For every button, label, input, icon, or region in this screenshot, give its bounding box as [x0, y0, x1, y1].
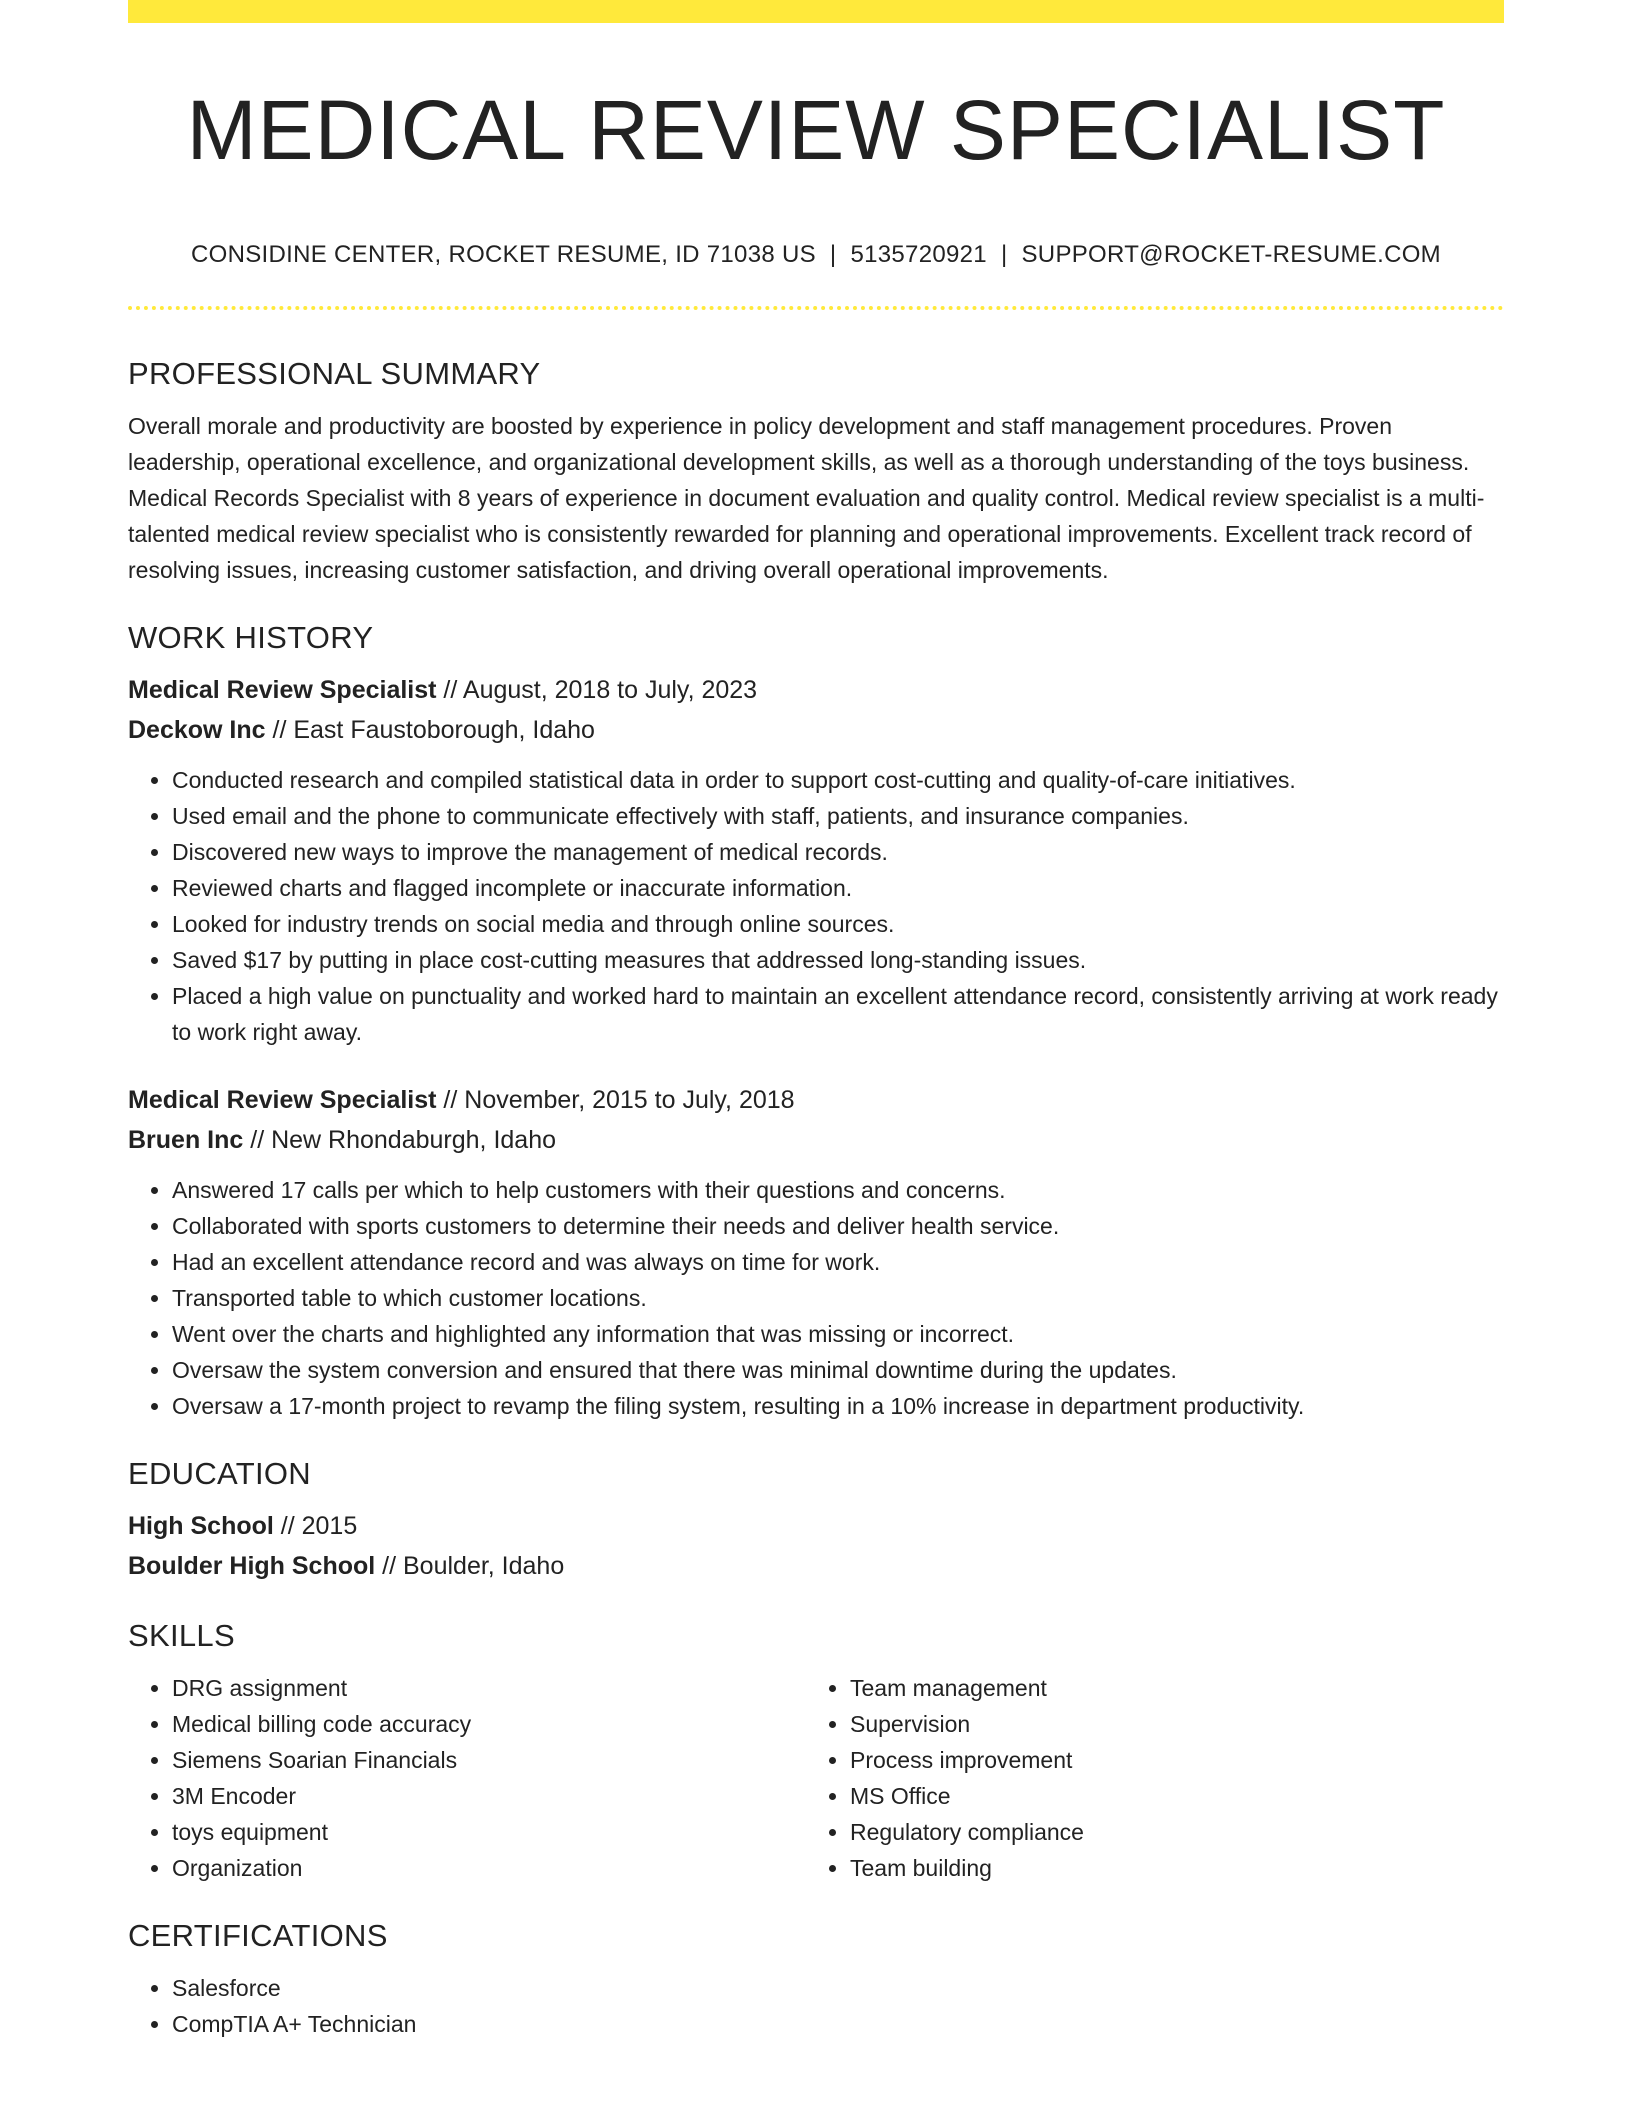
job-title: Medical Review Specialist [128, 1086, 437, 1114]
certification-item: • CompTIA A+ Technician [172, 2006, 1504, 2042]
job-title-line [128, 1080, 1504, 1120]
job-bullet: • Went over the charts and highlighted any information that was missing or incorrect. [172, 1316, 1504, 1352]
skill-item: • Regulatory compliance [850, 1814, 1484, 1850]
job-bullet: • Collaborated with sports customers to determine their needs and deliver health service. [172, 1208, 1504, 1244]
job-bullet: • Oversaw the system conversion and ensured that there was minimal downtime during the updates. [172, 1352, 1504, 1388]
skill-item: • Process improvement [850, 1742, 1484, 1778]
job-bullet: • Reviewed charts and flagged incomplete or inaccurate information. [172, 870, 1504, 906]
skill-item: • Organization [172, 1850, 806, 1886]
candidate-name: MEDICAL REVIEW SPECIALIST [186, 83, 1446, 177]
job-bullet: • Answered 17 calls per which to help customers with their questions and concerns. [172, 1172, 1504, 1208]
job-bullet: • Placed a high value on punctuality and worked hard to maintain an excellent attendance record, consistently arriving at work ready to work right away. [172, 978, 1504, 1050]
contact-email: SUPPORT@ROCKET-RESUME.COM [1021, 241, 1441, 268]
skill-item: • toys equipment [172, 1814, 806, 1850]
job-bullets [128, 1172, 1504, 1424]
job-company: Bruen Inc [128, 1126, 244, 1154]
job-company: Deckow Inc [128, 716, 266, 744]
education-year: // 2015 [273, 1512, 358, 1540]
job-bullets [128, 762, 1504, 1050]
work-history-section [128, 616, 1504, 1424]
job-bullet: • Transported table to which customer locations. [172, 1280, 1504, 1316]
job-title-line [128, 670, 1504, 710]
job-bullet: • Looked for industry trends on social media and through online sources. [172, 906, 1504, 942]
skill-item: • 3M Encoder [172, 1778, 806, 1814]
job-dates: // August, 2018 to July, 2023 [436, 676, 758, 704]
education-school-line [128, 1546, 1504, 1586]
skill-item: • Supervision [850, 1706, 1484, 1742]
contact-separator: | [829, 241, 837, 268]
skill-item: • DRG assignment [172, 1670, 806, 1706]
skill-item: • MS Office [850, 1778, 1484, 1814]
work-history-heading: WORK HISTORY [128, 620, 374, 655]
job-bullet: • Discovered new ways to improve the management of medical records. [172, 834, 1504, 870]
contact-address: CONSIDINE CENTER, ROCKET RESUME, ID 71038 US [191, 241, 816, 268]
job-location: // East Faustoborough, Idaho [265, 716, 595, 744]
skill-item: • Siemens Soarian Financials [172, 1742, 806, 1778]
skill-item: • Team building [850, 1850, 1484, 1886]
skill-item: • Medical billing code accuracy [172, 1706, 806, 1742]
education-degree-line [128, 1506, 1504, 1546]
education-location: // Boulder, Idaho [375, 1552, 565, 1580]
job-bullet: • Had an excellent attendance record and was always on time for work. [172, 1244, 1504, 1280]
contact-line [128, 237, 1504, 273]
accent-bar [128, 0, 1504, 23]
job-title: Medical Review Specialist [128, 676, 437, 704]
contact-phone: 5135720921 [850, 241, 987, 268]
certifications-list [128, 1970, 1504, 2042]
header-divider [128, 306, 1504, 310]
education-section [128, 1452, 1504, 1586]
contact-separator: | [1000, 241, 1008, 268]
job-bullet: • Conducted research and compiled statistical data in order to support cost-cutting and quality-of-care initiatives. [172, 762, 1504, 798]
job-bullet: • Used email and the phone to communicate effectively with staff, patients, and insurance companies. [172, 798, 1504, 834]
certifications-heading: CERTIFICATIONS [128, 1918, 388, 1953]
job-dates: // November, 2015 to July, 2018 [436, 1086, 795, 1114]
job-entry [128, 670, 1504, 1050]
skills-columns [128, 1670, 1504, 1886]
summary-section [128, 352, 1504, 588]
education-heading: EDUCATION [128, 1456, 311, 1491]
job-company-line [128, 710, 1504, 750]
summary-text: Overall morale and productivity are boosted by experience in policy development and staff management procedures. Proven leadership, operational excellence, and organizational development skills, as well as a thorough understanding of the toys business. Medical Records Specialist with 8 years of experience in document evaluation and quality control. Medical review specialist is a multi-talented medical review specialist who is consistently rewarded for planning and operational improvements. Excellent track record of resolving issues, increasing customer satisfaction, and driving overall operational improvements. [128, 413, 1485, 583]
education-school: Boulder High School [128, 1552, 376, 1580]
skills-section [128, 1614, 1504, 1886]
job-bullet: • Saved $17 by putting in place cost-cutting measures that addressed long-standing issues. [172, 942, 1504, 978]
job-company-line [128, 1120, 1504, 1160]
skills-heading: SKILLS [128, 1618, 235, 1653]
education-degree: High School [128, 1512, 274, 1540]
job-entry [128, 1080, 1504, 1424]
skill-item: • Team management [850, 1670, 1484, 1706]
resume-body [128, 352, 1504, 2042]
job-location: // New Rhondaburgh, Idaho [243, 1126, 557, 1154]
certifications-section [128, 1914, 1504, 2042]
skills-list-right [806, 1670, 1484, 1886]
summary-heading: PROFESSIONAL SUMMARY [128, 356, 541, 391]
skills-list-left [128, 1670, 806, 1886]
job-bullet: • Oversaw a 17-month project to revamp the filing system, resulting in a 10% increase in department productivity. [172, 1388, 1504, 1424]
certification-item: • Salesforce [172, 1970, 1504, 2006]
